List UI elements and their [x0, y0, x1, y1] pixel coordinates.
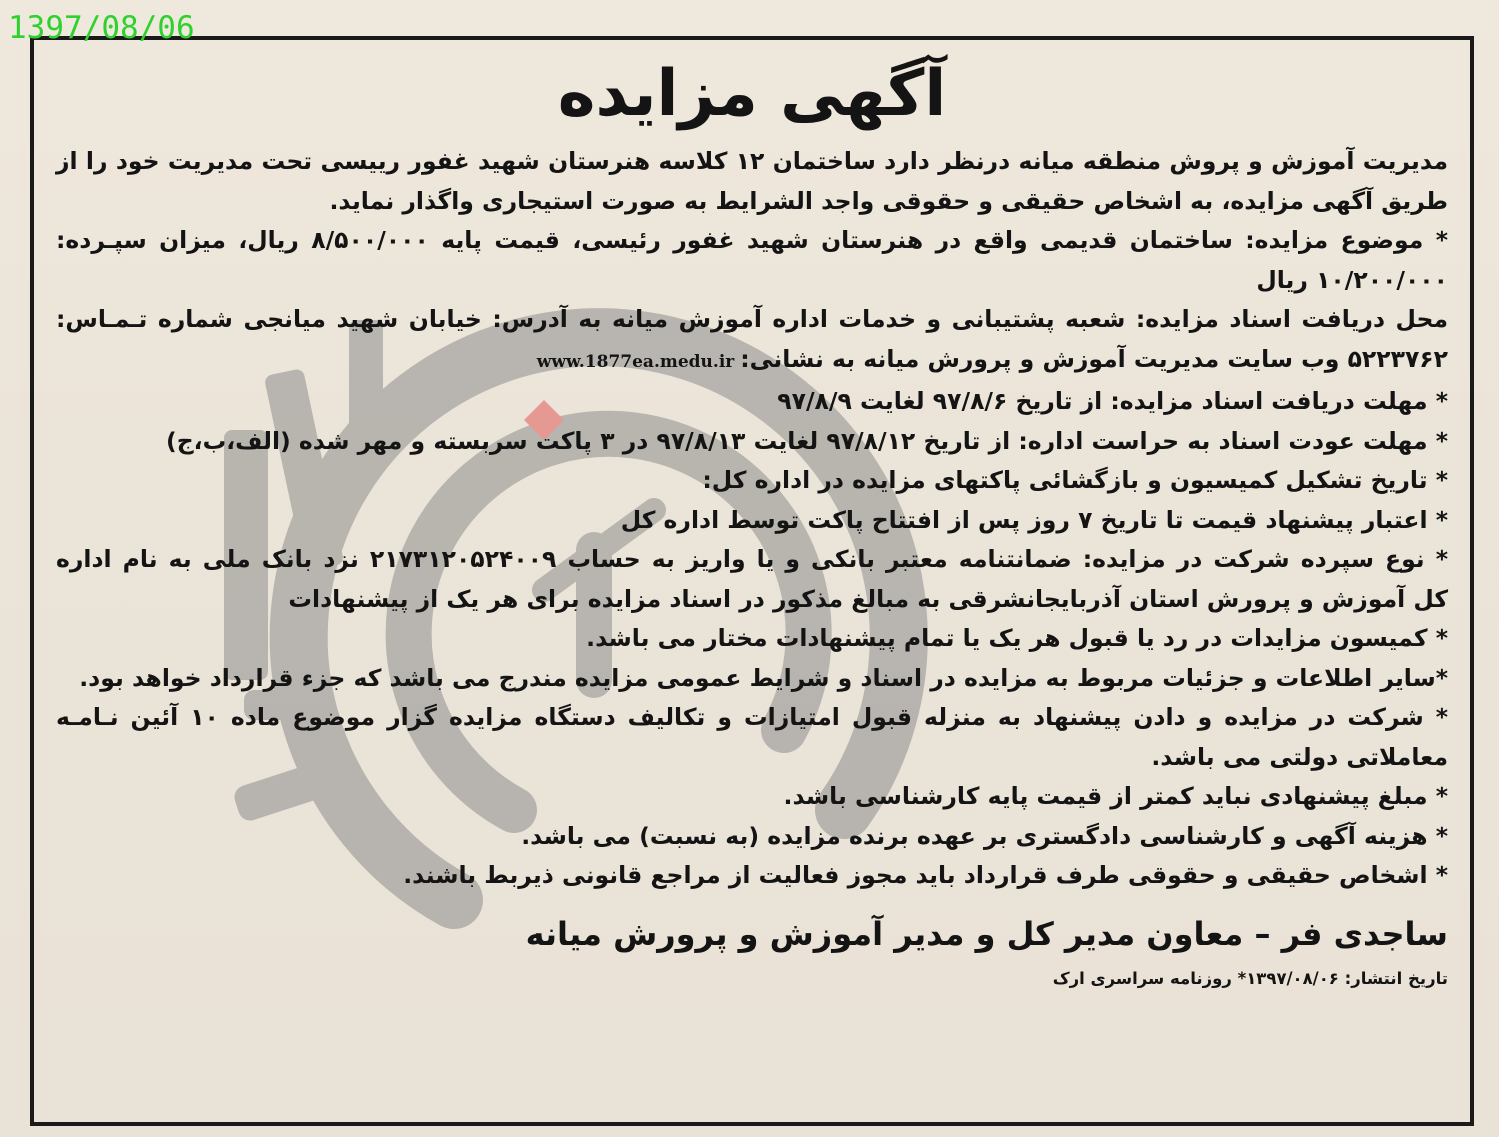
deposit-line-2: کل آموزش و پرورش استان آذربایجانشرقی به مبالغ مذکور در اسناد مزایده برای هر یک از پیشنهادات [288, 584, 1448, 613]
place-line-2-text: ۵۲۲۳۷۶۲ وب سایت مدیریت آموزش و پرورش میانه به نشانی: [740, 344, 1448, 373]
other-info-line: *سایر اطلاعات و جزئیات مربوط به مزایده در اسناد و شرایط عمومی مزایده مندرج می باشد که جزء قرارداد خواهد بود. [79, 663, 1448, 692]
notice-title: آگهی مزایده [557, 57, 947, 131]
website-link[interactable]: www.1877ea.medu.ir [536, 351, 735, 372]
costs-line: * هزینه آگهی و کارشناسی دادگستری بر عهده برنده مزایده (به نسبت) می باشد. [521, 821, 1448, 850]
deposit-line-1: * نوع سپرده شرکت در مزایده: ضمانتنامه معتبر بانکی و یا واریز به حساب ۲۱۷۳۱۲۰۵۲۴۰۰۹ نزد بانک ملی به نام اداره [56, 545, 1448, 573]
participation-line-1: * شرکت در مزایده و دادن پیشنهاد به منزله قبول امتیازات و تکالیف دستگاه مزایده گزار موضوع ماده ۱۰ آئین نـامـه [56, 703, 1449, 731]
commission-date-line: * تاریخ تشکیل کمیسیون و بازگشائی پاکتهای مزایده در اداره کل: [702, 466, 1448, 494]
subject-line-1: * موضوع مزایده: ساختمان قدیمی واقع در هنرستان شهید غفور رئیسی، قیمت پایه ۸/۵۰۰/۰۰۰ ریال، میزان سپـرده: [56, 226, 1448, 254]
signature-line: ساجدی فر – معاون مدیر کل و مدیر آموزش و پرورش میانه [525, 914, 1448, 953]
place-line-1: محل دریافت اسناد مزایده: شعبه پشتیبانی و خدمات اداره آموزش میانه به آدرس: خیابان شهید میانجی شماره تـمـاس: [56, 305, 1448, 333]
notice-content [34, 40, 1470, 994]
deadline-return-line: * مهلت عودت اسناد به حراست اداره: از تاریخ ۹۷/۸/۱۲ لغایت ۹۷/۸/۱۳ در ۳ پاکت سربسته و مهر شده (الف،ب،ج) [166, 426, 1448, 455]
intro-line-1: مدیریت آموزش و پروش منطقه میانه درنظر دارد ساختمان ۱۲ کلاسه هنرستان شهید غفور رییسی تحت مدیریت خود را از [56, 147, 1448, 175]
intro-line-2: طریق آگهی مزایده، به اشخاص حقیقی و حقوقی واجد الشرایط به صورت استیجاری واگذار نماید. [329, 186, 1448, 215]
licenses-line: * اشخاص حقیقی و حقوقی طرف قرارداد باید مجوز فعالیت از مراجع قانونی ذیربط باشند. [403, 861, 1448, 889]
validity-line: * اعتبار پیشنهاد قیمت تا تاریخ ۷ روز پس از افتتاح پاکت توسط اداره کل [620, 505, 1448, 534]
auction-notice-box [30, 36, 1474, 1126]
place-line-2 [56, 340, 1448, 383]
participation-line-2: معاملاتی دولتی می باشد. [1151, 742, 1448, 771]
date-stamp: 1397/08/06 [8, 10, 195, 46]
commission-choice-line: * کمیسون مزایدات در رد یا قبول هر یک یا تمام پیشنهادات مختار می باشد. [586, 624, 1448, 652]
publication-footer: تاریخ انتشار: ۱۳۹۷/۰۸/۰۶* روزنامه سراسری ارک [1052, 968, 1448, 988]
subject-line-2: ۱۰/۲۰۰/۰۰۰ ریال [1256, 265, 1448, 294]
min-price-line: * مبلغ پیشنهادی نباید کمتر از قیمت پایه کارشناسی باشد. [783, 782, 1448, 810]
deadline-receive-line: * مهلت دریافت اسناد مزایده: از تاریخ ۹۷/۸/۶ لغایت ۹۷/۸/۹ [777, 387, 1448, 415]
